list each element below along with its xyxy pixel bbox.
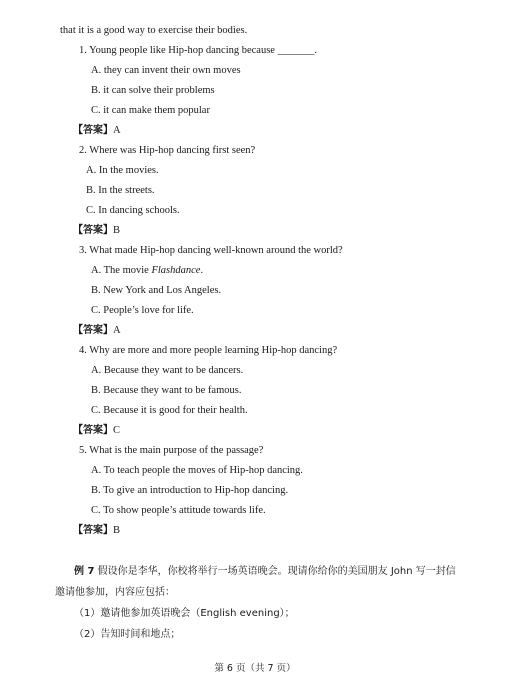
question-2-option-b: B. In the streets. (86, 185, 155, 196)
question-1-answer (73, 124, 121, 138)
question-2-answer (73, 224, 120, 238)
question-1-option-b: B. it can solve their problems (91, 85, 215, 96)
intro-text: that it is a good way to exercise their bodies. (60, 25, 248, 36)
answer-label: 【答案】 (73, 525, 113, 536)
question-1-option-c: C. it can make them popular (91, 105, 210, 116)
answer-label: 【答案】 (73, 425, 113, 436)
question-5-option-b: B. To give an introduction to Hip-hop dancing. (91, 485, 289, 496)
question-1-option-a: A. they can invent their own moves (91, 65, 241, 76)
option-a-prefix: A. The movie (91, 265, 152, 276)
question-3-option-b: B. New York and Los Angeles. (91, 285, 222, 296)
example-label: 例 7 (74, 566, 95, 577)
example-7-line-1 (74, 565, 456, 579)
option-a-suffix: . (200, 265, 204, 276)
question-3-answer (73, 324, 121, 338)
question-5-answer (73, 524, 120, 538)
answer-value: B (113, 525, 121, 536)
answer-value: B (113, 225, 121, 236)
example-7-item-1: （1）邀请他参加英语晚会（English evening）； (74, 608, 295, 619)
example-7-line-2: 邀请他参加，内容应包括： (55, 587, 175, 598)
question-5-stem: 5. What is the main purpose of the passage? (79, 445, 264, 456)
movie-title: Flashdance (151, 265, 201, 276)
question-5-option-a: A. To teach people the moves of Hip-hop dancing. (91, 465, 303, 476)
example-7-item-2: （2）告知时间和地点； (74, 629, 181, 640)
question-2-stem: 2. Where was Hip-hop dancing first seen? (79, 145, 256, 156)
answer-label: 【答案】 (73, 125, 113, 136)
answer-label: 【答案】 (73, 325, 113, 336)
answer-value: C (113, 425, 121, 436)
question-4-answer (73, 424, 120, 438)
question-2-option-a: A. In the movies. (86, 165, 159, 176)
question-5-option-c: C. To show people’s attitude towards life. (91, 505, 266, 516)
question-4-option-b: B. Because they want to be famous. (91, 385, 242, 396)
answer-value: A (113, 125, 121, 136)
question-3-stem: 3. What made Hip-hop dancing well-known around the world? (79, 245, 343, 256)
question-3-option-a (91, 264, 203, 278)
page-footer: 第 6 页（共 7 页） (214, 663, 296, 674)
question-2-option-c: C. In dancing schools. (86, 205, 180, 216)
answer-label: 【答案】 (73, 225, 113, 236)
question-4-stem: 4. Why are more and more people learning Hip-hop dancing? (79, 345, 338, 356)
question-1-stem: 1. Young people like Hip-hop dancing because _______. (79, 45, 317, 56)
question-4-option-c: C. Because it is good for their health. (91, 405, 248, 416)
example-line-1-text: 假设你是李华，你校将举行一场英语晚会。现请你给你的美国朋友 John 写一封信 (97, 566, 456, 577)
question-4-option-a: A. Because they want to be dancers. (91, 365, 244, 376)
question-3-option-c: C. People’s love for life. (91, 305, 194, 316)
answer-value: A (113, 325, 121, 336)
